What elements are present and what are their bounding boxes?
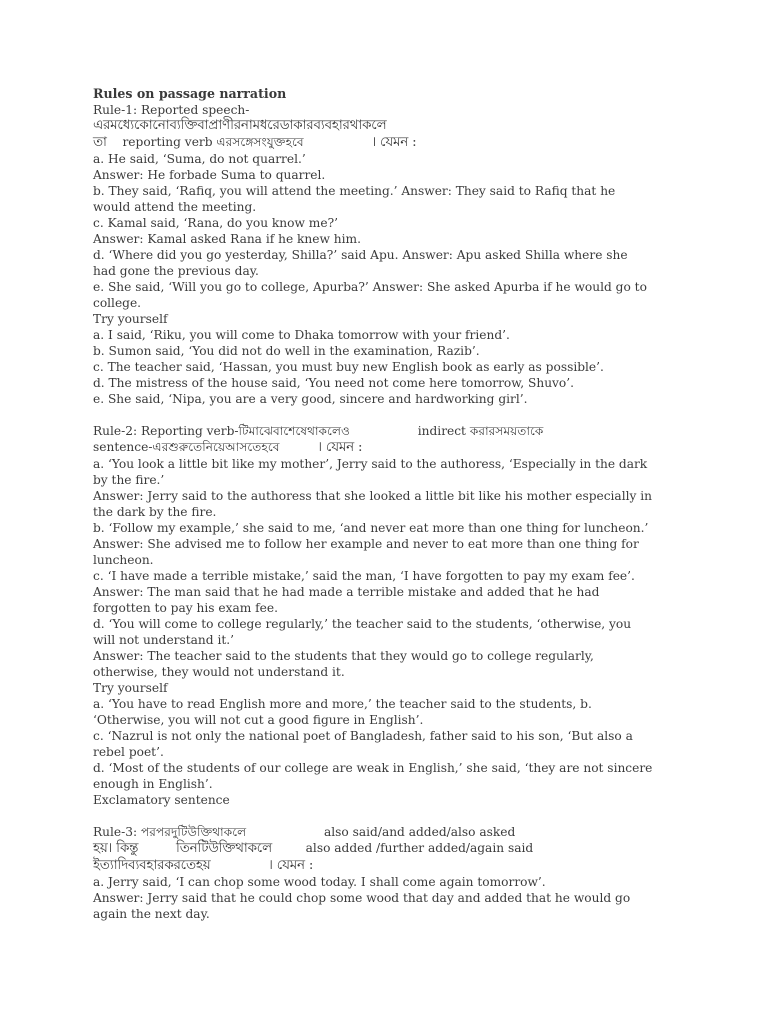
rule-1-line3-c: । যেমন : xyxy=(371,135,417,150)
rule-3-line2-b: তিনটিউক্তিথাকলে xyxy=(175,841,272,856)
rule-3-line3-a: ইত্যাদিব্যবহারকরতেহয় xyxy=(93,858,211,873)
answer-line: Answer: Jerry said to the authoress that she looked a little bit like his mother especially in the dark by the fire. xyxy=(93,489,653,519)
try-item: d. ‘Most of the students of our college are weak in English,’ she said, ‘they are not sincere enough in English’. xyxy=(93,761,653,791)
rule-3-line3-b: । যেমন : xyxy=(268,858,314,873)
rule-2-heading-b: indirect করারসময়তাকে xyxy=(417,424,544,438)
document-body xyxy=(93,86,653,922)
try-yourself-label: Try yourself xyxy=(93,312,168,326)
answer-line: Answer: He forbade Suma to quarrel. xyxy=(93,168,326,182)
try-item: a. ‘You have to read English more and more,’ the teacher said to the students, b. ‘Otherwise, you will not cut a good figure in English’. xyxy=(93,697,592,727)
exclamatory-sentence-label: Exclamatory sentence xyxy=(93,793,230,807)
answer-line: Answer: Kamal asked Rana if he knew him. xyxy=(93,232,361,246)
rule-3-line2-a: হয়। কিন্তু xyxy=(93,841,139,856)
rule-1-heading: Rule-1: Reported speech- xyxy=(93,103,250,117)
rule-2-section xyxy=(93,423,653,808)
try-yourself-label: Try yourself xyxy=(93,681,168,695)
rule-3-line-2 xyxy=(93,840,653,857)
answer-line: Answer: Jerry said that he could chop some wood that day and added that he would go again the next day. xyxy=(93,891,631,921)
example-line: d. ‘You will come to college regularly,’ the teacher said to the students, ‘otherwise, you will not understand it.’ xyxy=(93,617,632,647)
rule-1-bangla-line: এরমধ্যেকোনোব্যক্তিবাপ্রাণীরনামধরেডাকারব্যবহারথাকলে xyxy=(93,118,387,133)
try-item: c. The teacher said, ‘Hassan, you must buy new English book as early as possible’. xyxy=(93,360,604,374)
try-item: b. Sumon said, ‘You did not do well in the examination, Razib’. xyxy=(93,344,480,358)
rule-1-line3-b: reporting verb এরসঙ্গেসংযুক্তহবে xyxy=(122,135,304,149)
document-title: Rules on passage narration xyxy=(93,86,287,101)
example-line: b. ‘Follow my example,’ she said to me, ‘and never eat more than one thing for luncheon.’ xyxy=(93,521,649,535)
rule-1-line3-a: তা xyxy=(93,135,107,150)
rule-2-heading-a: Rule-2: Reporting verb-টিমাঝেবাশেষেথাকলেও xyxy=(93,424,350,438)
example-line: c. ‘I have made a terrible mistake,’ said the man, ‘I have forgotten to pay my exam fee’. xyxy=(93,569,635,583)
rule-3-heading-b: also said/and added/also asked xyxy=(323,825,516,839)
rule-1-section xyxy=(93,102,653,407)
answer-line: Answer: The man said that he had made a terrible mistake and added that he had forgotten to pay his exam fee. xyxy=(93,585,600,615)
try-item: c. ‘Nazrul is not only the national poet of Bangladesh, father said to his son, ‘But also a rebel poet’. xyxy=(93,729,633,759)
rule-3-section xyxy=(93,824,653,922)
rule-1-instruction-line xyxy=(93,134,653,151)
answer-line: Answer: The teacher said to the students that they would go to college regularly, otherwise, they would not understand it. xyxy=(93,649,594,679)
rule-2-heading xyxy=(93,423,653,439)
try-item: d. The mistress of the house said, ‘You need not come here tomorrow, Shuvo’. xyxy=(93,376,575,390)
rule-3-heading xyxy=(93,824,653,840)
example-line: e. She said, ‘Will you go to college, Apurba?’ Answer: She asked Apurba if he would go to college. xyxy=(93,280,647,310)
try-item: e. She said, ‘Nipa, you are a very good, sincere and hardworking girl’. xyxy=(93,392,528,406)
rule-3-line-3 xyxy=(93,857,653,874)
example-line: a. ‘You look a little bit like my mother’, Jerry said to the authoress, ‘Especially in the dark by the fire.’ xyxy=(93,457,648,487)
rule-2-line2-b: । যেমন : xyxy=(317,440,363,455)
example-line: b. They said, ‘Rafiq, you will attend the meeting.’ Answer: They said to Rafiq that he would attend the meeting. xyxy=(93,184,616,214)
example-line: d. ‘Where did you go yesterday, Shilla?’ said Apu. Answer: Apu asked Shilla where she had gone the previous day. xyxy=(93,248,628,278)
try-item: a. I said, ‘Riku, you will come to Dhaka tomorrow with your friend’. xyxy=(93,328,510,342)
rule-2-line2-a: sentence-এরশুরুতেনিয়েআসতেহবে xyxy=(93,440,280,454)
answer-line: Answer: She advised me to follow her example and never to eat more than one thing for luncheon. xyxy=(93,537,639,567)
rule-3-heading-a: Rule-3: পরপরদুটিউক্তিথাকলে xyxy=(93,825,247,839)
rule-3-line2-c: also added /further added/again said xyxy=(305,841,534,855)
example-line: c. Kamal said, ‘Rana, do you know me?’ xyxy=(93,216,338,230)
example-line: a. He said, ‘Suma, do not quarrel.’ xyxy=(93,152,306,166)
rule-2-instruction-line xyxy=(93,439,653,456)
example-line: a. Jerry said, ‘I can chop some wood today. I shall come again tomorrow’. xyxy=(93,875,546,889)
